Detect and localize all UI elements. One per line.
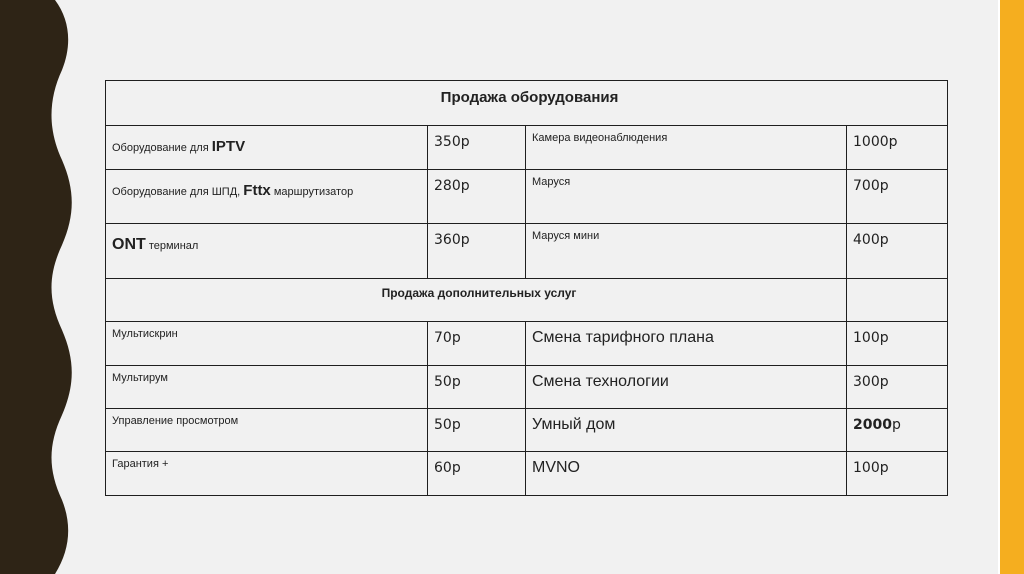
equipment-item-price: 360р <box>428 224 526 279</box>
equipment-item-price: 1000р <box>847 126 948 170</box>
left-wave-decoration <box>0 0 80 574</box>
service-item-price: 50р <box>428 366 526 409</box>
table-row <box>106 224 948 279</box>
name-highlight: ONT <box>112 236 146 253</box>
name-highlight: IPTV <box>211 138 246 155</box>
table-row <box>106 366 948 409</box>
service-item-price: 300р <box>847 366 948 409</box>
services-title: Продажа дополнительных услуг <box>106 279 847 322</box>
name-suffix: маршрутизатор <box>270 186 354 198</box>
equipment-item-price: 700р <box>847 170 948 224</box>
table-row <box>106 452 948 496</box>
equipment-item-name: Камера видеонаблюдения <box>526 126 847 170</box>
service-item-price: 100р <box>847 322 948 366</box>
equipment-item-price: 350р <box>428 126 526 170</box>
price-value: 2000 <box>853 417 892 433</box>
table-row <box>106 409 948 452</box>
service-item-name: MVNO <box>526 452 847 496</box>
equipment-item-price: 280р <box>428 170 526 224</box>
name-suffix: терминал <box>145 240 199 252</box>
service-item-name: Мультирум <box>106 366 428 409</box>
services-header-row <box>106 279 948 322</box>
accent-bar <box>1000 0 1024 574</box>
service-item-price <box>847 409 948 452</box>
service-item-price: 60р <box>428 452 526 496</box>
equipment-item-price: 400р <box>847 224 948 279</box>
service-item-name: Смена тарифного плана <box>526 322 847 366</box>
service-item-name: Умный дом <box>526 409 847 452</box>
equipment-item-name <box>106 170 428 224</box>
equipment-item-name: Маруся мини <box>526 224 847 279</box>
equipment-header-row <box>106 81 948 126</box>
service-item-price: 70р <box>428 322 526 366</box>
equipment-item-name <box>106 224 428 279</box>
equipment-item-name: Маруся <box>526 170 847 224</box>
price-table <box>105 80 948 496</box>
service-item-name: Смена технологии <box>526 366 847 409</box>
name-prefix: Оборудование для <box>112 142 212 154</box>
table-row <box>106 170 948 224</box>
name-highlight: Fttx <box>243 182 271 199</box>
price-suffix: р <box>891 417 901 433</box>
service-item-name: Управление просмотром <box>106 409 428 452</box>
equipment-item-name <box>106 126 428 170</box>
equipment-title: Продажа оборудования <box>106 81 948 126</box>
name-prefix: Оборудование для ШПД, <box>112 186 244 198</box>
service-item-price: 100р <box>847 452 948 496</box>
service-item-name: Мультискрин <box>106 322 428 366</box>
table-row <box>106 126 948 170</box>
table-row <box>106 322 948 366</box>
empty-cell <box>847 279 948 322</box>
service-item-price: 50р <box>428 409 526 452</box>
service-item-name: Гарантия + <box>106 452 428 496</box>
